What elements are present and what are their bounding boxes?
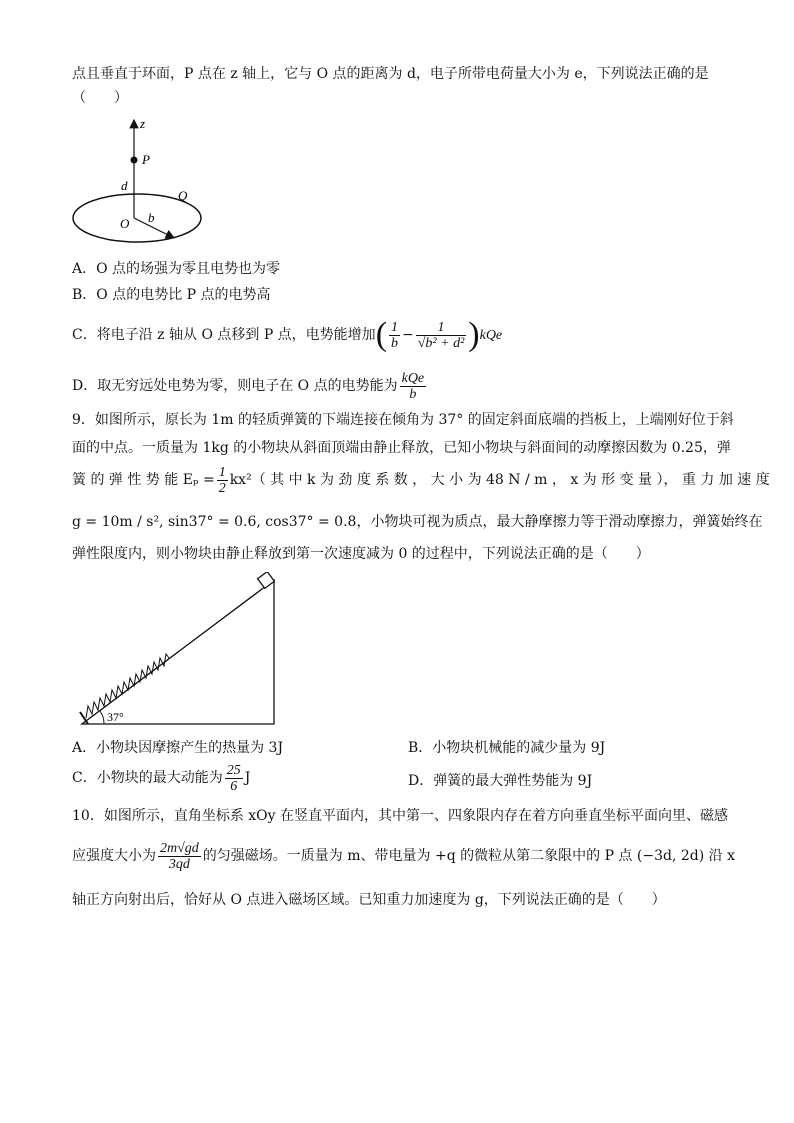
q8-c-suffix: kQe — [479, 328, 503, 343]
q8-option-b: B．O 点的电势比 P 点的电势高 — [72, 287, 271, 303]
q10-line3: 轴正方向射出后，恰好从 O 点进入磁场区域。已知重力加速度为 g，下列说法正确的是（ ） — [72, 892, 666, 908]
label-d: d — [121, 178, 128, 193]
q9-line3-suffix: kx²（ 其 中 k 为 劲 度 系 数 ， 大 小 为 48 N / m ， x 为 形 变 量 ）， 重 力 加 速 度 — [229, 472, 770, 488]
q9-incline-figure — [76, 572, 280, 732]
q8-c-frac1-num: 1 — [391, 319, 399, 335]
q8-option-c: C．将电子沿 z 轴从 O 点移到 P 点，电势能增加( $\frac{1}{b}$ − $\frac{1}{\text{√b² + d²}}$ )kQe — [72, 316, 503, 353]
q8-c-frac2-num: 1 — [416, 320, 467, 336]
q9-option-c-prefix: C．小物块的最大动能为 — [72, 770, 223, 786]
point-p — [131, 157, 138, 164]
q9-line1: 9．如图所示，原长为 1m 的轻质弹簧的下端连接在倾角为 37° 的固定斜面底端的挡板上，上端刚好位于斜 — [72, 412, 734, 428]
q9-option-b: B．小物块机械能的减少量为 9J — [408, 740, 606, 756]
incline-triangle — [82, 580, 274, 724]
q9-half-den: 2 — [218, 480, 226, 496]
q9-c-num: 25 — [226, 762, 241, 778]
q9-option-a: A．小物块因摩擦产生的热量为 3J — [72, 740, 284, 756]
label-z: z — [140, 116, 146, 131]
q8-option-c-prefix: C．将电子沿 z 轴从 O 点移到 P 点，电势能增加 — [72, 327, 376, 343]
angle-arc — [100, 711, 104, 724]
q8-option-a: A．O 点的场强为零且电势也为零 — [72, 261, 281, 277]
q10-b-den: 3qd — [168, 856, 190, 872]
q10-line2-suffix: 的匀强磁场。一质量为 m、带电量为 +q 的微粒从第二象限中的 P 点 (−3d, 2d) 沿 x — [202, 848, 735, 864]
q9-line3 — [72, 462, 770, 498]
q9-half-num: 1 — [218, 464, 226, 480]
q10-line1: 10．如图所示，直角坐标系 xOy 在竖直平面内，其中第一、四象限内存在着方向垂直坐标平面向里、磁感 — [72, 808, 728, 824]
q8-ring-figure — [72, 112, 272, 252]
q8-c-frac1-den: b — [391, 335, 399, 351]
label-o: O — [120, 216, 130, 231]
q10-line2 — [72, 836, 735, 876]
q8-stem-line1: 点且垂直于环面，P 点在 z 轴上，它与 O 点的距离为 d，电子所带电荷量大小为 e，下列说法正确的是 — [72, 66, 709, 82]
angle-label: 37° — [107, 710, 124, 724]
q10-line2-prefix: 应强度大小为 — [72, 848, 156, 864]
q9-line3-prefix: 簧 的 弹 性 势 能 Eₚ = — [72, 472, 215, 488]
q9-line5: 弹性限度内，则小物块由静止释放到第一次速度减为 0 的过程中，下列说法正确的是（ ） — [72, 546, 650, 562]
q8-c-frac2-den: √b² + d² — [417, 335, 465, 351]
label-b: b — [148, 210, 155, 225]
q9-c-den: 6 — [230, 778, 238, 794]
q8-option-d-prefix: D．取无穷远处电势为零，则电子在 O 点的电势能为 — [72, 378, 398, 394]
q8-stem-line2: （ ） — [72, 90, 128, 106]
q9-c-unit: J — [244, 770, 251, 786]
q9-option-d: D．弹簧的最大弹性势能为 9J — [408, 773, 593, 789]
q8-d-den: b — [409, 386, 417, 402]
q8-d-num: kQe — [401, 370, 425, 386]
label-q: Q — [178, 188, 188, 203]
q9-line4: g = 10m / s², sin37° = 0.6, cos37° = 0.8，小物块可视为质点，最大静摩擦力等于滑动摩擦力，弹簧始终在 — [72, 514, 763, 530]
q10-b-num: 2m√gd — [160, 840, 199, 856]
label-p: P — [142, 152, 150, 167]
q9-option-c — [72, 760, 250, 796]
q8-c-minus: − — [402, 327, 414, 343]
q9-line2: 面的中点。一质量为 1kg 的小物块从斜面顶端由静止释放，已知小物块与斜面间的动摩擦因数为 0.25，弹 — [72, 440, 731, 456]
block — [258, 572, 275, 588]
spring — [86, 654, 169, 718]
q8-option-d — [72, 368, 428, 404]
